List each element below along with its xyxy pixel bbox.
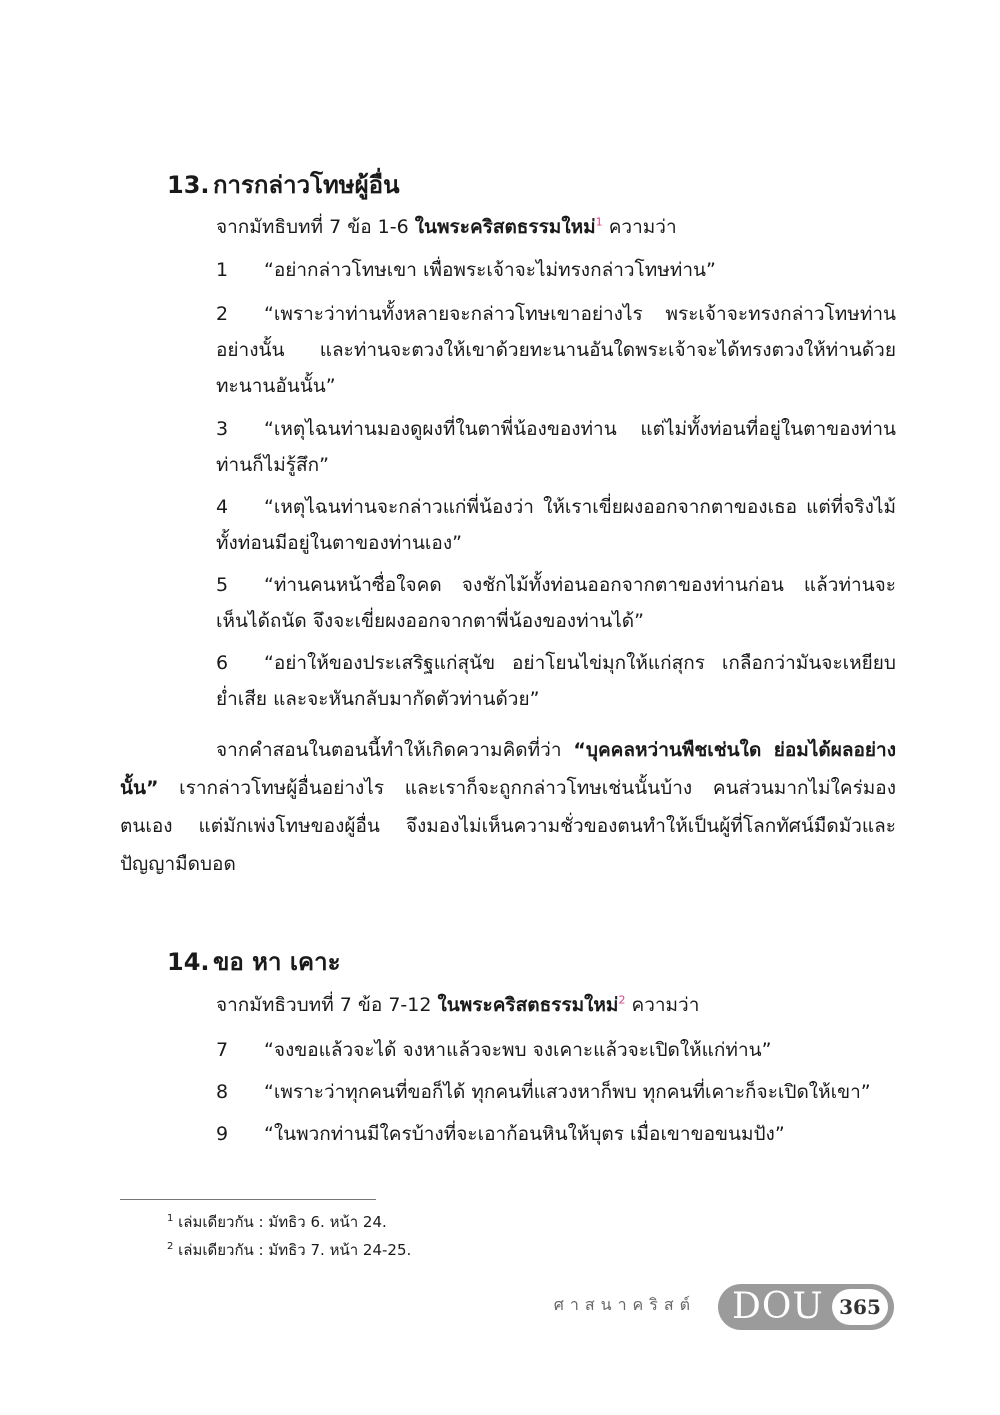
verse-number: 2 (216, 303, 229, 325)
footnote-text: เล่มเดียวกัน : มัทธิว 7. หน้า 24-25. (178, 1241, 412, 1259)
paragraph-lead: จากคำสอนในตอนนี้ทำให้เกิดความคิดที่ว่า (216, 739, 562, 761)
footnote-ref-2: 2 (618, 993, 626, 1007)
verse-number: 4 (216, 496, 229, 518)
footnote-number: 2 (167, 1241, 174, 1252)
verse-text: “ในพวกท่านมีใครบ้างที่จะเอาก้อนหินให้บุตร เมื่อเขาขอขนมปัง” (264, 1123, 785, 1145)
section-13-intro (216, 212, 677, 242)
footnote-1 (167, 1210, 387, 1234)
section-14-intro (216, 990, 699, 1020)
verse-number: 6 (216, 652, 229, 674)
verse-5 (216, 567, 896, 639)
verse-6 (216, 645, 896, 717)
verse-8 (216, 1074, 896, 1110)
course-name: ศาสนาคริสต์ (553, 1295, 696, 1314)
verse-number: 9 (216, 1123, 229, 1145)
paragraph-body: เรากล่าวโทษผู้อื่นอย่างไร และเราก็จะถูกกล่าวโทษเช่นนั้นบ้าง คนส่วนมากไม่ใคร่มองตนเอง แต่มักเพ่งโทษของผู้อื่น จึงมองไม่เห็นความชั่วของตนทำให้เป็นผู้ที่โลกทัศน์มืดมัวและปัญญามืดบอด (120, 777, 896, 875)
verse-number: 8 (216, 1081, 229, 1103)
section-14-title: ขอ หา เคาะ (213, 948, 341, 976)
section-13-paragraph (120, 731, 896, 883)
verse-number: 3 (216, 418, 229, 440)
verse-text: “เหตุไฉนท่านจะกล่าวแก่พี่น้องว่า ให้เราเขี่ยผงออกจากตาของเธอ แต่ที่จริงไม้ทั้งท่อนมีอยู่ในตาของท่านเอง” (216, 496, 896, 554)
verse-text: “อย่าให้ของประเสริฐแก่สุนัข อย่าโยนไข่มุกให้แก่สุกร เกลือกว่ามันจะเหยียบย่ำเสีย และจะหันกลับมากัดตัวท่านด้วย” (216, 652, 896, 710)
section-13-title: การกล่าวโทษผู้อื่น (213, 171, 400, 199)
page-number: 365 (832, 1289, 888, 1325)
section-14-heading (167, 942, 340, 981)
dou-badge (718, 1284, 894, 1330)
section-13-number: 13. (167, 171, 210, 199)
footnote-number: 1 (167, 1213, 174, 1224)
verse-number: 7 (216, 1039, 229, 1061)
verse-9 (216, 1116, 896, 1152)
footnote-2 (167, 1238, 411, 1262)
verse-text: “อย่ากล่าวโทษเขา เพื่อพระเจ้าจะไม่ทรงกล่าวโทษท่าน” (264, 259, 716, 281)
footnote-divider (120, 1199, 376, 1200)
verse-number: 5 (216, 574, 229, 596)
section-14-number: 14. (167, 948, 210, 976)
section-13-intro-book: ในพระคริสตธรรมใหม่ (414, 216, 596, 238)
footnote-text: เล่มเดียวกัน : มัทธิว 6. หน้า 24. (178, 1213, 387, 1231)
section-14-intro-tail: ความว่า (631, 994, 700, 1016)
verse-3 (216, 411, 896, 483)
verse-text: “เหตุไฉนท่านมองดูผงที่ในตาพี่น้องของท่าน แต่ไม่ทั้งท่อนที่อยู่ในตาของท่านท่านก็ไม่รู้สึก” (216, 418, 896, 476)
verse-number: 1 (216, 259, 229, 281)
verse-text: “เพราะว่าทุกคนที่ขอก็ได้ ทุกคนที่แสวงหาก็พบ ทุกคนที่เคาะก็จะเปิดให้เขา” (264, 1081, 871, 1103)
dou-logo: DOU (732, 1286, 824, 1327)
verse-1 (216, 252, 896, 288)
verse-2 (216, 296, 896, 404)
section-14-intro-book: ในพระคริสตธรรมใหม่ (437, 994, 619, 1016)
section-13-intro-tail: ความว่า (608, 216, 677, 238)
footnote-ref-1: 1 (595, 215, 603, 229)
section-13-heading (167, 165, 400, 204)
verse-text: “จงขอแล้วจะได้ จงหาแล้วจะพบ จงเคาะแล้วจะเปิดให้แก่ท่าน” (264, 1039, 772, 1061)
verse-7 (216, 1032, 896, 1068)
verse-4 (216, 489, 896, 561)
section-14-intro-ref: จากมัทธิวบทที่ 7 ข้อ 7-12 (216, 994, 432, 1016)
verse-text: “เพราะว่าท่านทั้งหลายจะกล่าวโทษเขาอย่างไร พระเจ้าจะทรงกล่าวโทษท่านอย่างนั้น และท่านจะตวงให้เขาด้วยทะนานอันใดพระเจ้าจะได้ทรงตวงให้ท่านด้วยทะนานอันนั้น” (216, 303, 896, 397)
verse-text: “ท่านคนหน้าซื่อใจคด จงชักไม้ทั้งท่อนออกจากตาของท่านก่อน แล้วท่านจะเห็นได้ถนัด จึงจะเขี่ยผงออกจากตาพี่น้องของท่านได้” (216, 574, 896, 632)
paragraph-proverb: “บุคคลหว่านพืชเช่นใด ย่อมได้ผลอย่างนั้น” (120, 739, 896, 799)
section-13-intro-ref: จากมัทธิบทที่ 7 ข้อ 1-6 (216, 216, 409, 238)
